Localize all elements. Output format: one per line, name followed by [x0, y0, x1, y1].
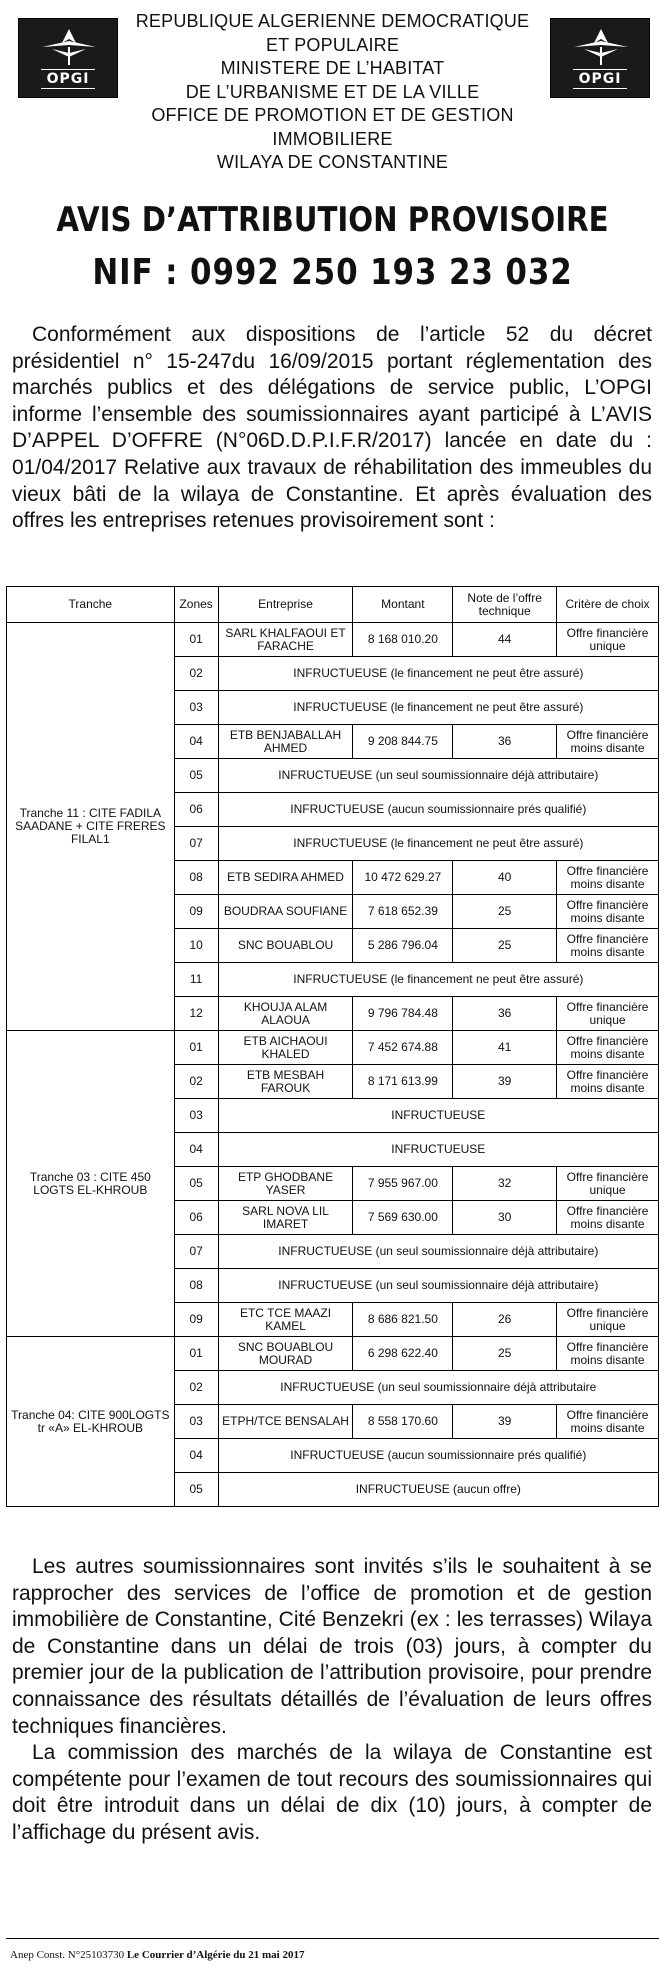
table-row [7, 1031, 659, 1065]
entreprise-cell: ETP GHODBANE YASER [218, 1167, 353, 1201]
opgi-logo-text: OPGI [41, 69, 96, 89]
table-row [7, 623, 659, 657]
zone-cell: 12 [174, 997, 218, 1031]
zone-cell: 10 [174, 929, 218, 963]
montant-cell: 7 955 967.00 [353, 1167, 453, 1201]
intro-text: Conformément aux dispositions de l’article 52 du décret présidentiel n° 15-247du 16/09/2015 portant réglementation des marchés publics et des délégations de service public, L’OPGI informe l’ensemble des soumissionnaires ayant participé à L’AVIS D’APPEL D’OFFRE (N°06D.D.P.I.F.R/2017) lancée en date du : 01/04/2017 Relative aux travaux de réhabilitation des immeubles du vieux bâti de la wilaya de Constantine. Et après évaluation des offres les entreprises retenues provisoirement sont : [12, 323, 652, 533]
critere-cell: Offre financière unique [557, 1167, 659, 1201]
infructueuse-cell: INFRUCTUEUSE (un seul soumissionnaire déjà attributaire) [218, 1269, 658, 1303]
zone-cell: 09 [174, 895, 218, 929]
infructueuse-cell: INFRUCTUEUSE (aucun soumissionnaire prés qualifié) [218, 1439, 658, 1473]
zone-cell: 01 [174, 1337, 218, 1371]
infructueuse-cell: INFRUCTUEUSE (un seul soumissionnaire déjà attributaire [218, 1371, 658, 1405]
zone-cell: 04 [174, 1133, 218, 1167]
closing-paragraph-2: La commission des marchés de la wilaya de Constantine est compétente pour l’examen de tout recours des soumissionnaires qui doit être introduit dans un délai de dix (10) jours, à compter de l’affichage du présent avis. [12, 1741, 652, 1844]
closing-block [12, 1554, 652, 1847]
column-header-zones: Zones [174, 587, 218, 623]
critere-cell: Offre financière moins disante [557, 1031, 659, 1065]
opgi-emblem-icon [566, 27, 636, 67]
note-cell: 39 [453, 1065, 557, 1099]
awards-table-body [7, 623, 659, 1507]
zone-cell: 04 [174, 1439, 218, 1473]
infructueuse-cell: INFRUCTUEUSE (le financement ne peut être assuré) [218, 963, 658, 997]
closing-paragraph-1: Les autres soumissionnaires sont invités s’ils le souhaitent à se rapprocher des services de l’office de promotion et de gestion immobilière de Constantine, Cité Benzekri (ex : les terrasses) Wilaya de Constantine dans un délai de trois (03) jours, à compter du premier jour de la publication de l’attribution provisoire, pour prendre connaissance des résultats détaillés de l’évaluation de leurs offres techniques financières. [12, 1555, 652, 1738]
note-cell: 25 [453, 929, 557, 963]
critere-cell: Offre financière moins disante [557, 1337, 659, 1371]
header-block [120, 10, 545, 175]
montant-cell: 8 171 613.99 [353, 1065, 453, 1099]
note-cell: 36 [453, 997, 557, 1031]
montant-cell: 6 298 622.40 [353, 1337, 453, 1371]
note-cell: 44 [453, 623, 557, 657]
note-cell: 41 [453, 1031, 557, 1065]
header-line: OFFICE DE PROMOTION ET DE GESTION [151, 105, 514, 125]
zone-cell: 01 [174, 1031, 218, 1065]
infructueuse-cell: INFRUCTUEUSE [218, 1099, 658, 1133]
critere-cell: Offre financière moins disante [557, 1201, 659, 1235]
montant-cell: 10 472 629.27 [353, 861, 453, 895]
critere-cell: Offre financière moins disante [557, 861, 659, 895]
critere-cell: Offre financière moins disante [557, 1405, 659, 1439]
footer-divider [6, 1938, 659, 1939]
footer [10, 1949, 304, 1961]
critere-cell: Offre financière moins disante [557, 725, 659, 759]
zone-cell: 07 [174, 1235, 218, 1269]
table-row [7, 1337, 659, 1371]
entreprise-cell: ETC TCE MAAZI KAMEL [218, 1303, 353, 1337]
column-header-tranche: Tranche [7, 587, 175, 623]
tranche-cell: Tranche 03 : CITE 450 LOGTS EL-KHROUB [7, 1031, 175, 1337]
note-cell: 30 [453, 1201, 557, 1235]
critere-cell: Offre financière unique [557, 1303, 659, 1337]
zone-cell: 04 [174, 725, 218, 759]
montant-cell: 9 796 784.48 [353, 997, 453, 1031]
zone-cell: 02 [174, 1371, 218, 1405]
zone-cell: 06 [174, 793, 218, 827]
note-cell: 36 [453, 725, 557, 759]
entreprise-cell: ETB BENJABALLAH AHMED [218, 725, 353, 759]
infructueuse-cell: INFRUCTUEUSE (aucun soumissionnaire prés qualifié) [218, 793, 658, 827]
column-header-critere: Critère de choix [557, 587, 659, 623]
montant-cell: 5 286 796.04 [353, 929, 453, 963]
entreprise-cell: BOUDRAA SOUFIANE [218, 895, 353, 929]
entreprise-cell: SNC BOUABLOU [218, 929, 353, 963]
critere-cell: Offre financière unique [557, 623, 659, 657]
zone-cell: 02 [174, 1065, 218, 1099]
infructueuse-cell: INFRUCTUEUSE (le financement ne peut être assuré) [218, 827, 658, 861]
critere-cell: Offre financière unique [557, 997, 659, 1031]
montant-cell: 9 208 844.75 [353, 725, 453, 759]
zone-cell: 07 [174, 827, 218, 861]
column-header-montant: Montant [353, 587, 453, 623]
entreprise-cell: ETB SEDIRA AHMED [218, 861, 353, 895]
entreprise-cell: SNC BOUABLOU MOURAD [218, 1337, 353, 1371]
critere-cell: Offre financière moins disante [557, 895, 659, 929]
entreprise-cell: ETB AICHAOUI KHALED [218, 1031, 353, 1065]
table-header-row [7, 587, 659, 623]
zone-cell: 11 [174, 963, 218, 997]
note-cell: 39 [453, 1405, 557, 1439]
column-header-note: Note de l’offre technique [453, 587, 557, 623]
zone-cell: 05 [174, 1167, 218, 1201]
entreprise-cell: SARL KHALFAOUI ET FARACHE [218, 623, 353, 657]
opgi-logo-right [550, 18, 650, 98]
note-cell: 32 [453, 1167, 557, 1201]
tranche-cell: Tranche 11 : CITE FADILA SAADANE + CITE FRERES FILAL1 [7, 623, 175, 1031]
entreprise-cell: ETB MESBAH FAROUK [218, 1065, 353, 1099]
critere-cell: Offre financière moins disante [557, 929, 659, 963]
header-line: IMMOBILIERE [272, 128, 393, 149]
montant-cell: 7 569 630.00 [353, 1201, 453, 1235]
note-cell: 25 [453, 895, 557, 929]
column-header-entreprise: Entreprise [218, 587, 353, 623]
critere-cell: Offre financière moins disante [557, 1065, 659, 1099]
header-line: WILAYA DE CONSTANTINE [216, 152, 449, 172]
zone-cell: 08 [174, 861, 218, 895]
header-line: DE L’URBANISME ET DE LA VILLE [185, 81, 480, 102]
intro-paragraph [12, 322, 652, 535]
infructueuse-cell: INFRUCTUEUSE (un seul soumissionnaire déjà attributaire) [218, 759, 658, 793]
infructueuse-cell: INFRUCTUEUSE (le financement ne peut être assuré) [218, 691, 658, 725]
zone-cell: 06 [174, 1201, 218, 1235]
nif-number: NIF : 0992 250 193 23 032 [92, 252, 573, 293]
infructueuse-cell: INFRUCTUEUSE (le financement ne peut être assuré) [218, 657, 658, 691]
infructueuse-cell: INFRUCTUEUSE (un seul soumissionnaire déjà attributaire) [218, 1235, 658, 1269]
montant-cell: 7 618 652.39 [353, 895, 453, 929]
zone-cell: 08 [174, 1269, 218, 1303]
footer-ref: Anep Const. N°25103730 [10, 1949, 125, 1961]
entreprise-cell: KHOUJA ALAM ALAOUA [218, 997, 353, 1031]
notice-title: AVIS D’ATTRIBUTION PROVISOIRE [56, 200, 609, 240]
note-cell: 26 [453, 1303, 557, 1337]
entreprise-cell: SARL NOVA LIL IMARET [218, 1201, 353, 1235]
infructueuse-cell: INFRUCTUEUSE (aucun offre) [218, 1473, 658, 1507]
note-cell: 25 [453, 1337, 557, 1371]
zone-cell: 02 [174, 657, 218, 691]
header-line: MINISTERE DE L’HABITAT [220, 58, 445, 78]
montant-cell: 8 168 010.20 [353, 623, 453, 657]
footer-paper: Le Courrier d’Algérie du 21 mai 2017 [126, 1949, 305, 1961]
montant-cell: 8 686 821.50 [353, 1303, 453, 1337]
infructueuse-cell: INFRUCTUEUSE [218, 1133, 658, 1167]
tranche-cell: Tranche 04: CITE 900LOGTS tr «A» EL-KHROUB [7, 1337, 175, 1507]
entreprise-cell: ETPH/TCE BENSALAH [218, 1405, 353, 1439]
zone-cell: 03 [174, 1405, 218, 1439]
note-cell: 40 [453, 861, 557, 895]
header-line: ET POPULAIRE [265, 34, 400, 55]
opgi-logo-text: OPGI [573, 69, 628, 89]
zone-cell: 05 [174, 1473, 218, 1507]
header-line: REPUBLIQUE ALGERIENNE DEMOCRATIQUE [135, 11, 530, 31]
opgi-logo-left [18, 18, 118, 98]
montant-cell: 7 452 674.88 [353, 1031, 453, 1065]
zone-cell: 03 [174, 1099, 218, 1133]
awards-table [6, 586, 659, 1507]
montant-cell: 8 558 170.60 [353, 1405, 453, 1439]
opgi-emblem-icon [34, 27, 104, 67]
zone-cell: 03 [174, 691, 218, 725]
zone-cell: 05 [174, 759, 218, 793]
zone-cell: 01 [174, 623, 218, 657]
zone-cell: 09 [174, 1303, 218, 1337]
